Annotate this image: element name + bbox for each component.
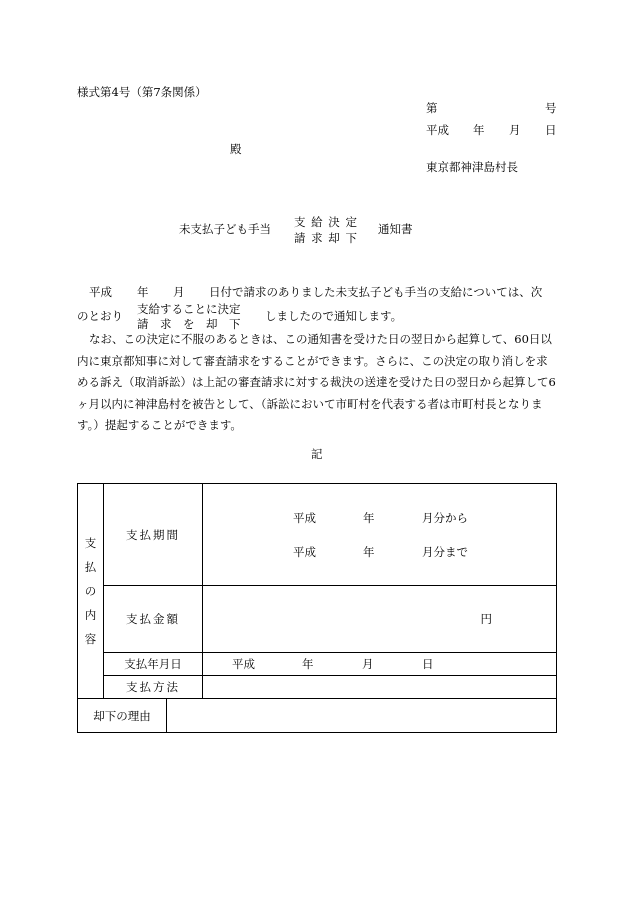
body-option-grant: 支給することに決定 — [137, 302, 241, 316]
title-suffix: 通知書 — [378, 222, 413, 236]
body-line2-options — [137, 302, 241, 332]
body-year: 年 — [137, 285, 149, 299]
payment-details-table — [77, 483, 557, 733]
addressee-suffix: 殿 — [230, 142, 242, 156]
payment-period-label: 支払期間 — [104, 484, 203, 586]
document-number-suffix: 号 — [545, 101, 557, 115]
payment-date-value: 平成 年 月 日 — [203, 653, 557, 676]
title-options — [294, 214, 358, 246]
payment-method-value — [203, 676, 557, 699]
title-subject: 未支払子ども手当 — [179, 222, 271, 236]
title-option-grant: 支 給 決 定 — [294, 215, 358, 229]
rejection-reason-label: 却下の理由 — [78, 699, 167, 733]
issue-date-month: 月 — [509, 123, 521, 137]
payment-amount-value — [203, 586, 557, 653]
appeal-paragraph — [77, 329, 559, 437]
yen-unit: 円 — [480, 612, 492, 626]
ki-label: 記 — [311, 447, 323, 461]
issue-date-year: 年 — [473, 123, 485, 137]
payment-method-label: 支払方法 — [104, 676, 203, 699]
body-line2-suffix: しましたので通知します。 — [265, 309, 403, 323]
body-option-reject: 請 求 を 却 下 — [137, 317, 241, 331]
issuer-name: 東京都神津島村長 — [426, 160, 518, 174]
body-era: 平成 — [89, 285, 112, 299]
body-month: 月 — [173, 285, 185, 299]
form-number: 様式第4号（第7条関係） — [77, 85, 207, 99]
body-line2-prefix: のとおり — [77, 309, 123, 323]
issue-date-era: 平成 — [426, 123, 449, 137]
payment-contents-group-label: 支 払 の 内 容 — [78, 484, 104, 699]
document-number-prefix: 第 — [426, 101, 438, 115]
payment-period-value: 平成 年 月分から 平成 年 月分まで — [203, 484, 557, 586]
body-line1-text: 日付で請求のありました未支払子ども手当の支給については、次 — [209, 285, 543, 299]
payment-amount-label: 支払金額 — [104, 586, 203, 653]
payment-date-label: 支払年月日 — [104, 653, 203, 676]
rejection-reason-value — [167, 699, 557, 733]
appeal-text: なお、この決定に不服のあるときは、この通知書を受けた日の翌日から起算して、60日以内に東京都知事に対して審査請求をすることができます。さらに、この決定の取り消しを求める訴え（取消訴訟）は上記の審査請求に対する裁決の送達を受けた日の翌日から起算して6ヶ月以内に神津島村を被告として、（訴訟において市町村を代表する者は市町村長となります。）提起することができます。 — [77, 332, 556, 432]
issue-date-day: 日 — [545, 123, 557, 137]
title-option-reject: 請 求 却 下 — [294, 231, 358, 245]
